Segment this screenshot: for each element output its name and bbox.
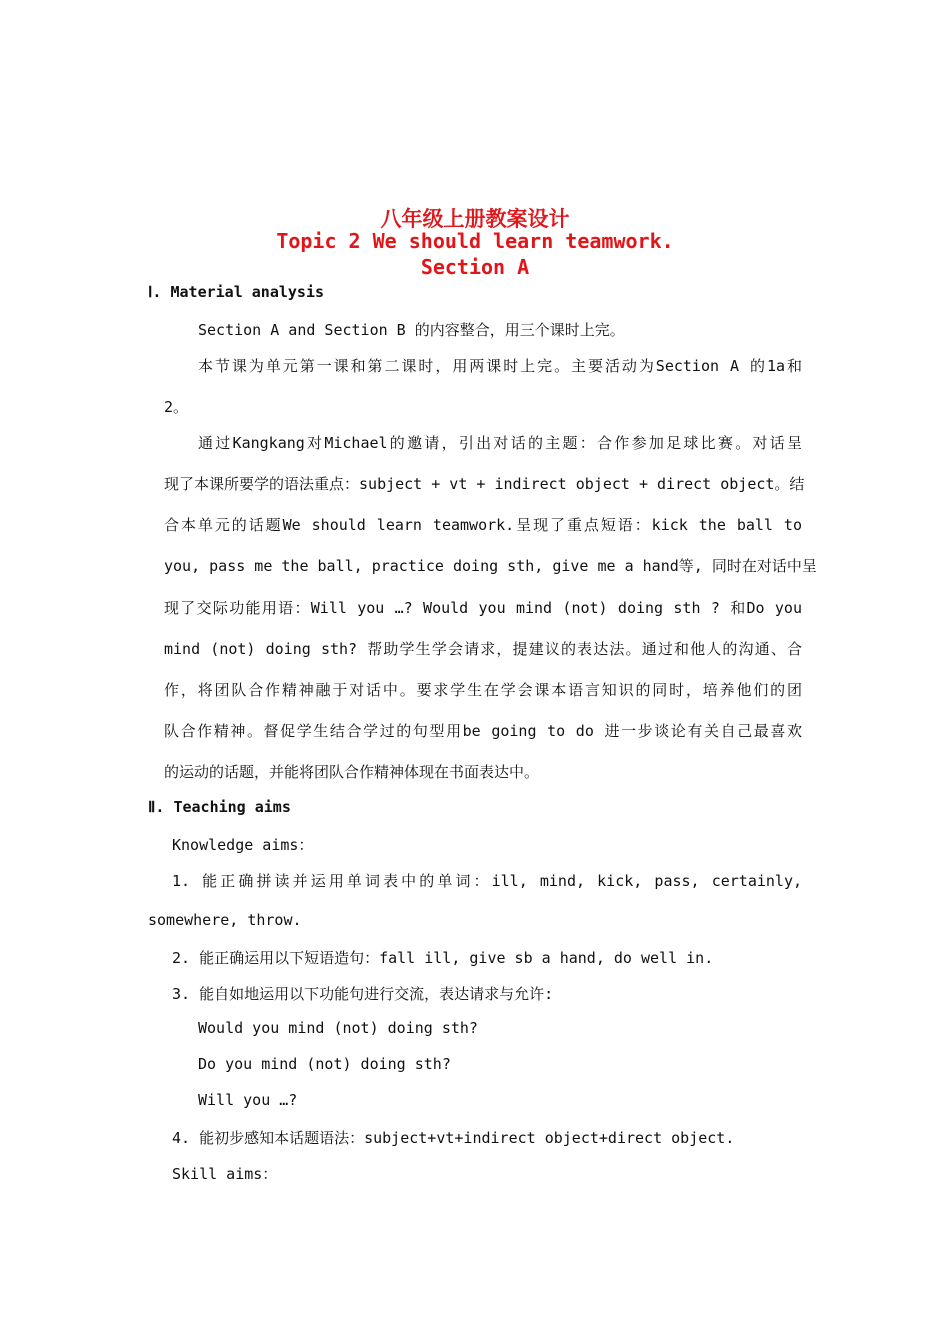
skill-aims-label: Skill aims： <box>172 1165 278 1183</box>
doc-topic-title: Topic 2 We should learn teamwork. <box>276 229 674 253</box>
material-paragraph-1: Section A and Section B 的内容整合，用三个课时上完。 <box>198 321 625 339</box>
material-paragraph-3-line: 合本单元的话题We should learn teamwork.呈现了重点短语：kick the ball to <box>164 516 802 534</box>
material-analysis-heading: Ⅰ. Material analysis <box>148 283 325 301</box>
material-paragraph-3-line: 通过Kangkang对Michael的邀请，引出对话的主题：合作参加足球比赛。对话呈 <box>198 434 802 452</box>
material-paragraph-2-line-2: 2。 <box>164 398 189 416</box>
knowledge-item-3: 3. 能自如地运用以下功能句进行交流，表达请求与允许: <box>172 985 554 1003</box>
knowledge-item-4: 4. 能初步感知本话题语法：subject+vt+indirect object+direct object. <box>172 1129 735 1147</box>
material-paragraph-3-line: 现了交际功能用语：Will you …? Would you mind (not) doing sth ? 和Do you <box>164 599 802 617</box>
material-paragraph-3-line: 作，将团队合作精神融于对话中。要求学生在学会课本语言知识的同时，培养他们的团 <box>164 681 802 699</box>
material-paragraph-3-line: 现了本课所要学的语法重点：subject + vt + indirect object + direct object。结 <box>164 475 805 493</box>
material-paragraph-3-line: mind (not) doing sth? 帮助学生学会请求，提建议的表达法。通过和他人的沟通、合 <box>164 640 802 658</box>
material-paragraph-3-line: 的运动的话题，并能将团队合作精神体现在书面表达中。 <box>164 763 540 781</box>
function-example: Would you mind (not) doing sth? <box>198 1019 478 1037</box>
material-paragraph-3-line: 队合作精神。督促学生结合学过的句型用be going to do 进一步谈论有关自己最喜欢 <box>164 722 802 740</box>
knowledge-item-1-line-2: somewhere, throw. <box>148 911 302 929</box>
knowledge-aims-label: Knowledge aims： <box>172 836 314 854</box>
material-paragraph-2-line-1: 本节课为单元第一课和第二课时，用两课时上完。主要活动为Section A 的1a和 <box>198 357 802 375</box>
knowledge-item-1-line-1: 1. 能正确拼读并运用单词表中的单词：ill, mind, kick, pass, certainly, <box>172 872 802 890</box>
material-paragraph-3-line: you, pass me the ball, practice doing sth, give me a hand等, 同时在对话中呈 <box>164 557 817 575</box>
function-example: Will you …? <box>198 1091 298 1109</box>
doc-title: 八年级上册教案设计 <box>380 207 570 231</box>
doc-section-title: Section A <box>420 255 530 279</box>
teaching-aims-heading: Ⅱ. Teaching aims <box>148 798 291 816</box>
function-example: Do you mind (not) doing sth? <box>198 1055 451 1073</box>
knowledge-item-2: 2. 能正确运用以下短语造句：fall ill, give sb a hand, do well in. <box>172 949 714 967</box>
